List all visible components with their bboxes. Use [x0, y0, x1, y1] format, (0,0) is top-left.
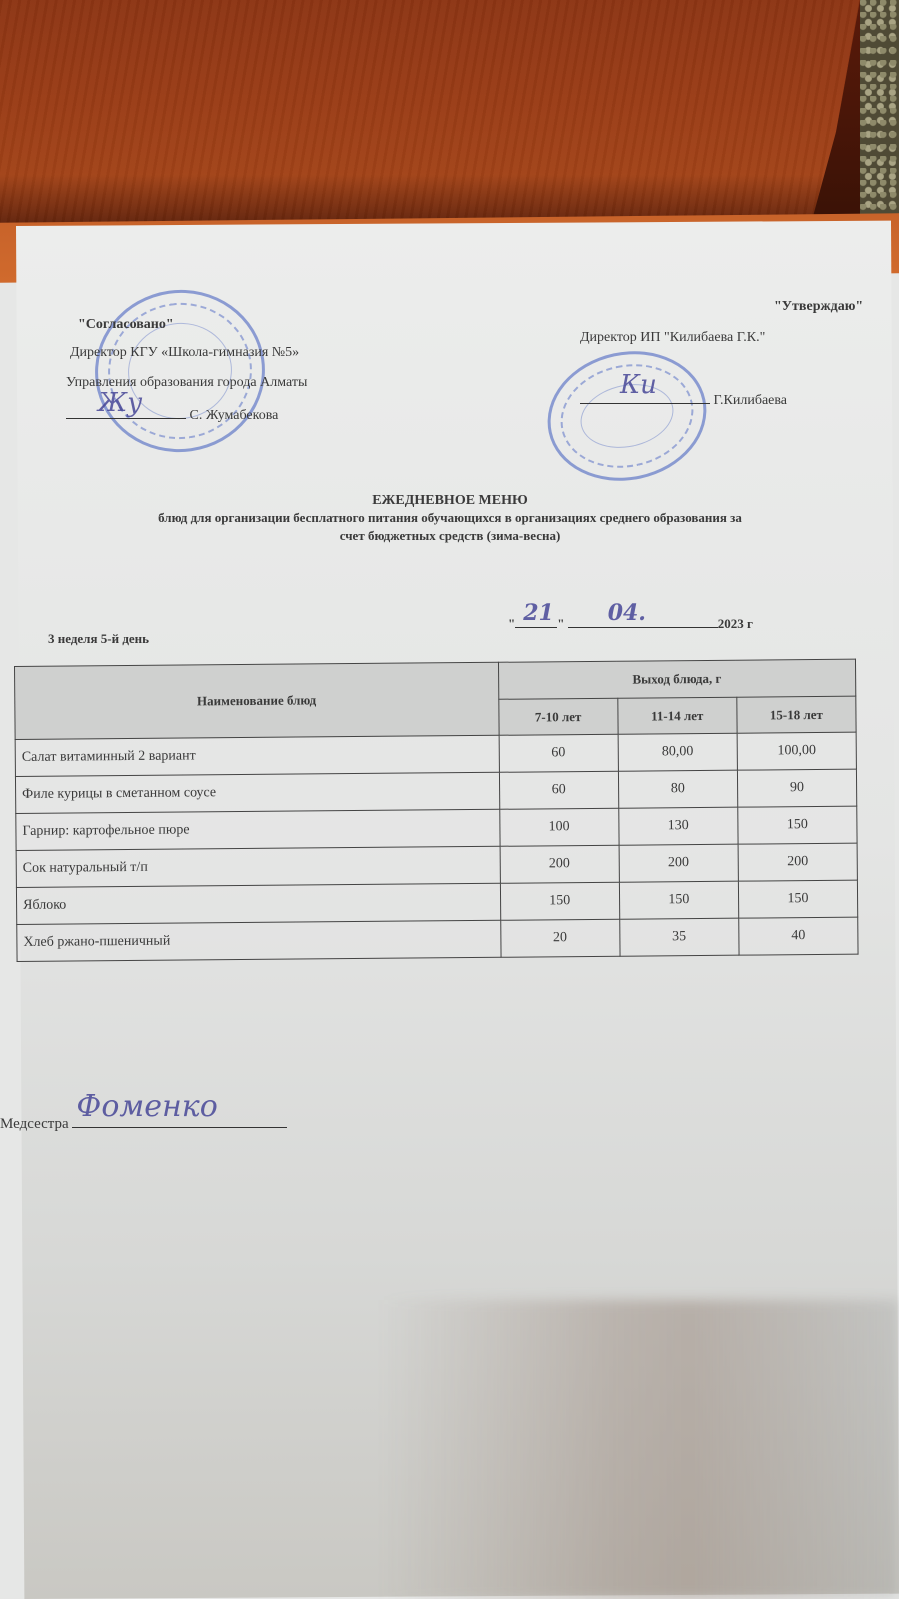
date-month-handwritten: 04. [607, 600, 646, 626]
approval-right-heading: "Утверждаю" [774, 299, 864, 314]
output-15-18: 100,00 [737, 732, 856, 770]
background-carpet [860, 0, 899, 225]
output-11-14: 150 [619, 881, 738, 919]
menu-table [14, 659, 859, 962]
output-15-18: 150 [738, 806, 857, 844]
column-header-age-7-10: 7-10 лет [498, 698, 617, 735]
column-header-age-11-14: 11-14 лет [618, 697, 737, 734]
output-7-10: 200 [500, 845, 619, 883]
output-7-10: 20 [500, 919, 619, 957]
output-11-14: 200 [619, 844, 738, 882]
date-field: " 21 " 04. 2023 г [508, 600, 753, 631]
output-11-14: 80 [618, 770, 737, 808]
approval-right-signature-row [580, 390, 787, 408]
date-day-field [515, 600, 557, 628]
dish-name: Гарнир: картофельное пюре [16, 809, 500, 850]
dish-name: Хлеб ржано-пшеничный [17, 920, 501, 961]
output-7-10: 100 [499, 808, 618, 846]
column-header-output: Выход блюда, г [498, 659, 856, 699]
dish-name: Яблоко [16, 883, 500, 924]
output-15-18: 200 [738, 843, 857, 881]
approval-left-position: Директор КГУ «Школа-гимназия №5» [70, 345, 300, 360]
output-11-14: 130 [618, 807, 737, 845]
nurse-signature: Фоменко [76, 1089, 218, 1124]
paper-shadow [380, 1300, 899, 1599]
approval-right-position: Директор ИП "Килибаева Г.К." [580, 330, 766, 345]
output-7-10: 150 [500, 882, 619, 920]
approval-right-signature: Ки [620, 370, 657, 400]
document-title: ЕЖЕДНЕВНОЕ МЕНЮ [372, 493, 528, 508]
nurse-signature-row [0, 1089, 287, 1132]
output-15-18: 90 [737, 769, 856, 807]
output-11-14: 80,00 [618, 733, 737, 771]
document-subtitle-line1: блюд для организации бесплатного питания обучающихся в организациях среднего образования за [158, 510, 742, 525]
output-15-18: 40 [739, 917, 858, 955]
approval-left-heading: "Согласовано" [78, 317, 174, 332]
background-wood-cabinet [0, 0, 899, 250]
document-subtitle-line2: счет бюджетных средств (зима-весна) [339, 528, 561, 543]
dish-name: Филе курицы в сметанном соусе [15, 772, 499, 813]
approval-left-organization: Управления образования города Алматы [66, 375, 308, 390]
date-year: 2023 г [717, 616, 753, 631]
dish-name: Сок натуральный т/п [16, 846, 500, 887]
nurse-label: Медсестра [0, 1116, 69, 1132]
approval-right-signatory: Г.Килибаева [713, 393, 788, 408]
dish-name: Салат витаминный 2 вариант [15, 735, 499, 776]
output-11-14: 35 [619, 918, 738, 956]
column-header-dish-name: Наименование блюд [15, 662, 499, 739]
output-15-18: 150 [738, 880, 857, 918]
week-day-label: 3 неделя 5-й день [48, 631, 150, 646]
nurse-signature-line [72, 1089, 287, 1128]
output-7-10: 60 [499, 771, 618, 809]
approval-left-signature: Жу [98, 388, 143, 418]
approval-left-signatory: С. Жумабекова [189, 408, 279, 423]
output-7-10: 60 [499, 734, 618, 772]
column-header-age-15-18: 15-18 лет [737, 696, 856, 733]
table-row [17, 917, 858, 961]
date-day-handwritten: 21 [523, 600, 554, 626]
